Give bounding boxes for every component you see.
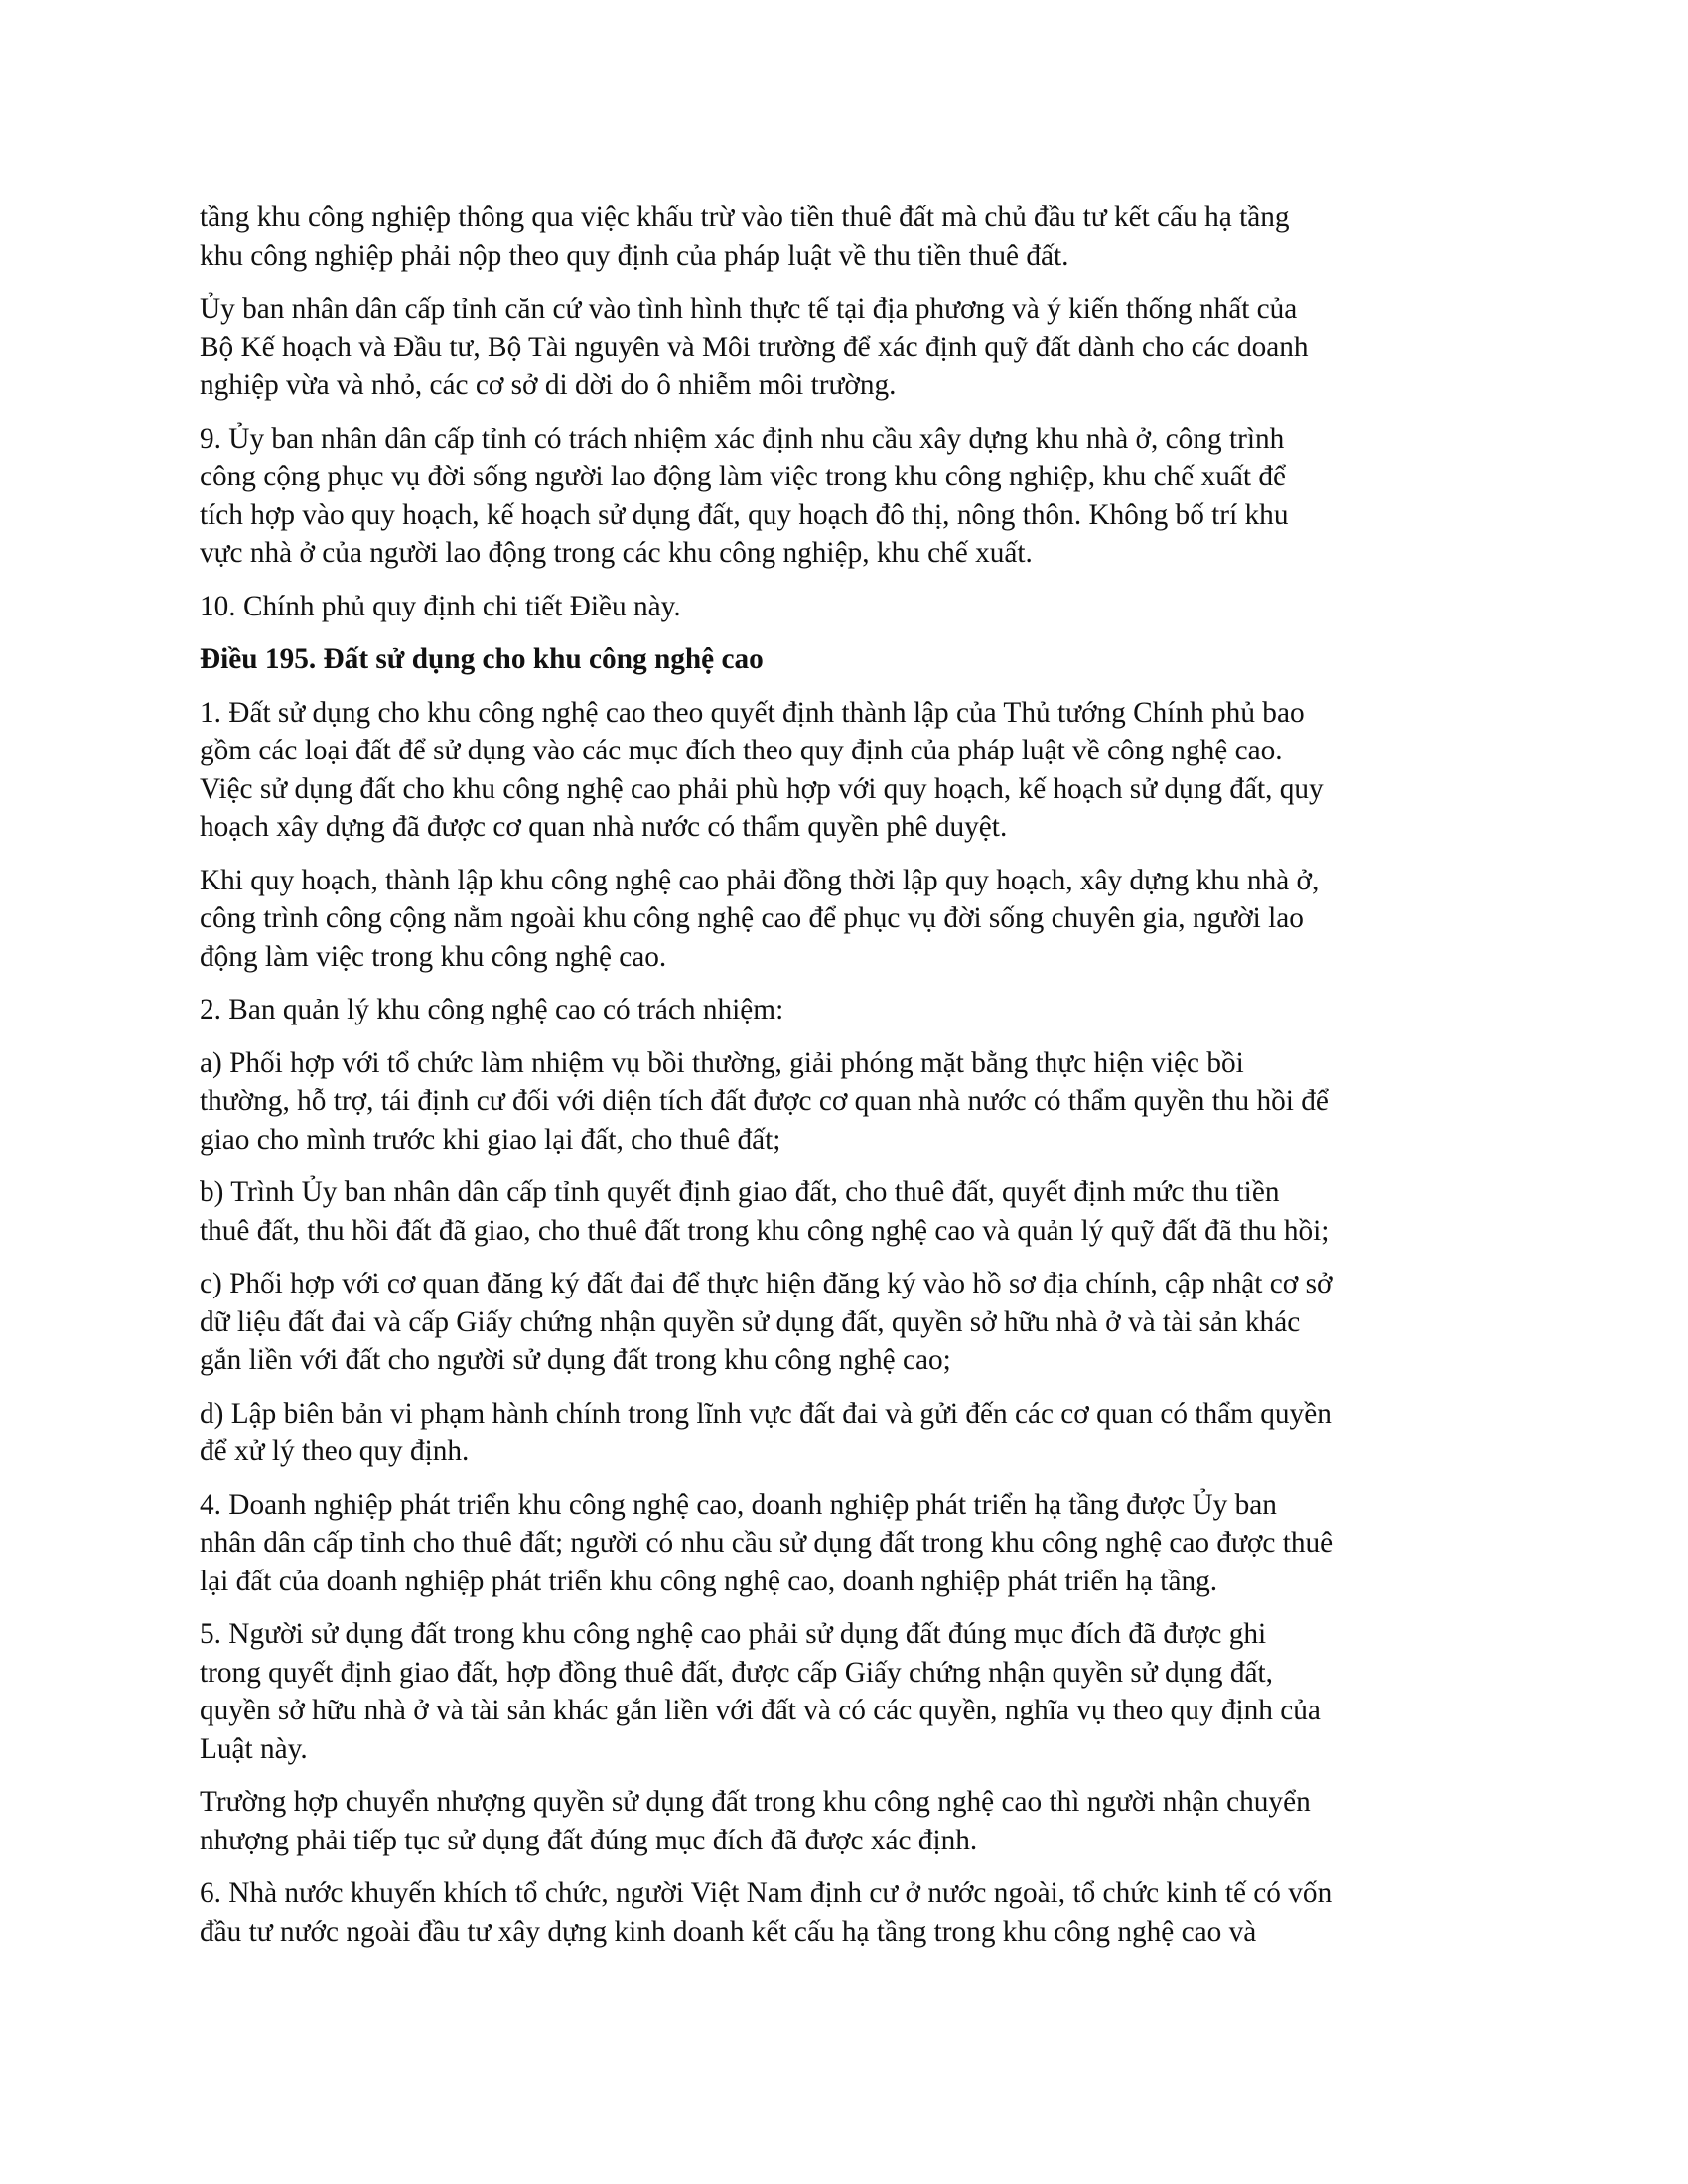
paragraph-article-195-clause-5: 5. Người sử dụng đất trong khu công nghệ cao phải sử dụng đất đúng mục đích đã được ghi trong quyết định giao đất, hợp đồng thuê đất, được cấp Giấy chứng nhận quyền sử dụng đất, quyền sở hữu nhà ở và tài sản khác gắn liền với đất và có các quyền, nghĩa vụ theo quy định của Luật này.: [200, 1618, 1321, 1765]
paragraph-ubnd-land-fund: Ủy ban nhân dân cấp tỉnh căn cứ vào tình hình thực tế tại địa phương và ý kiến thống nhất của Bộ Kế hoạch và Đầu tư, Bộ Tài nguyên và Môi trường để xác định quỹ đất dành cho các doanh nghiệp vừa và nhỏ, các cơ sở di dời do ô nhiễm môi trường.: [200, 293, 1309, 401]
paragraph-article-195-clause-2d: d) Lập biên bản vi phạm hành chính trong lĩnh vực đất đai và gửi đến các cơ quan có thẩm quyền để xử lý theo quy định.: [200, 1397, 1332, 1467]
paragraph-article-195-clause-1-b: Khi quy hoạch, thành lập khu công nghệ cao phải đồng thời lập quy hoạch, xây dựng khu nhà ở, công trình công cộng nằm ngoài khu công nghệ cao để phục vụ đời sống chuyên gia, người lao động làm việc trong khu công nghệ cao.: [200, 864, 1320, 973]
paragraph-continuation: tầng khu công nghiệp thông qua việc khấu trừ vào tiền thuê đất mà chủ đầu tư kết cấu hạ tầng khu công nghiệp phải nộp theo quy định của pháp luật về thu tiền thuê đất.: [200, 202, 1290, 272]
paragraph-clause-9: 9. Ủy ban nhân dân cấp tỉnh có trách nhiệm xác định nhu cầu xây dựng khu nhà ở, công trình công cộng phục vụ đời sống người lao động làm việc trong khu công nghiệp, khu chế xuất để tích hợp vào quy hoạch, kế hoạch sử dụng đất, quy hoạch đô thị, nông thôn. Không bố trí khu vực nhà ở của người lao động trong các khu công nghiệp, khu chế xuất.: [200, 422, 1289, 569]
paragraph-article-195-clause-4: 4. Doanh nghiệp phát triển khu công nghệ cao, doanh nghiệp phát triển hạ tầng được Ủy ban nhân dân cấp tỉnh cho thuê đất; người có nhu cầu sử dụng đất trong khu công nghệ cao được thuê lại đất của doanh nghiệp phát triển khu công nghệ cao, doanh nghiệp phát triển hạ tầng.: [200, 1488, 1334, 1597]
paragraph-article-195-clause-2b: b) Trình Ủy ban nhân dân cấp tỉnh quyết định giao đất, cho thuê đất, quyết định mức thu tiền thuê đất, thu hồi đất đã giao, cho thuê đất trong khu công nghệ cao và quản lý quỹ đất đã thu hồi;: [200, 1176, 1330, 1247]
paragraph-article-195-clause-2a: a) Phối hợp với tổ chức làm nhiệm vụ bồi thường, giải phóng mặt bằng thực hiện việc bồi thường, hỗ trợ, tái định cư đối với diện tích đất được cơ quan nhà nước có thẩm quyền thu hồi để giao cho mình trước khi giao lại đất, cho thuê đất;: [200, 1046, 1329, 1156]
paragraph-clause-10: 10. Chính phủ quy định chi tiết Điều này.: [200, 590, 681, 622]
article-heading: Điều 195. Đất sử dụng cho khu công nghệ cao: [200, 643, 764, 675]
paragraph-article-195-clause-5-b: Trường hợp chuyển nhượng quyền sử dụng đất trong khu công nghệ cao thì người nhận chuyển nhượng phải tiếp tục sử dụng đất đúng mục đích đã được xác định.: [200, 1786, 1311, 1856]
paragraph-article-195-clause-2: 2. Ban quản lý khu công nghệ cao có trách nhiệm:: [200, 994, 784, 1025]
paragraph-article-195-clause-6: 6. Nhà nước khuyến khích tổ chức, người Việt Nam định cư ở nước ngoài, tổ chức kinh tế có vốn đầu tư nước ngoài đầu tư xây dựng kinh doanh kết cấu hạ tầng trong khu công nghệ cao và: [200, 1877, 1333, 1948]
document-page: [200, 199, 1500, 1966]
paragraph-article-195-clause-1: 1. Đất sử dụng cho khu công nghệ cao theo quyết định thành lập của Thủ tướng Chính phủ bao gồm các loại đất để sử dụng vào các mục đích theo quy định của pháp luật về công nghệ cao. Việc sử dụng đất cho khu công nghệ cao phải phù hợp với quy hoạch, kế hoạch sử dụng đất, quy hoạch xây dựng đã được cơ quan nhà nước có thẩm quyền phê duyệt.: [200, 696, 1324, 843]
paragraph-article-195-clause-2c: c) Phối hợp với cơ quan đăng ký đất đai để thực hiện đăng ký vào hồ sơ địa chính, cập nhật cơ sở dữ liệu đất đai và cấp Giấy chứng nhận quyền sử dụng đất, quyền sở hữu nhà ở và tài sản khác gắn liền với đất cho người sử dụng đất trong khu công nghệ cao;: [200, 1268, 1333, 1376]
